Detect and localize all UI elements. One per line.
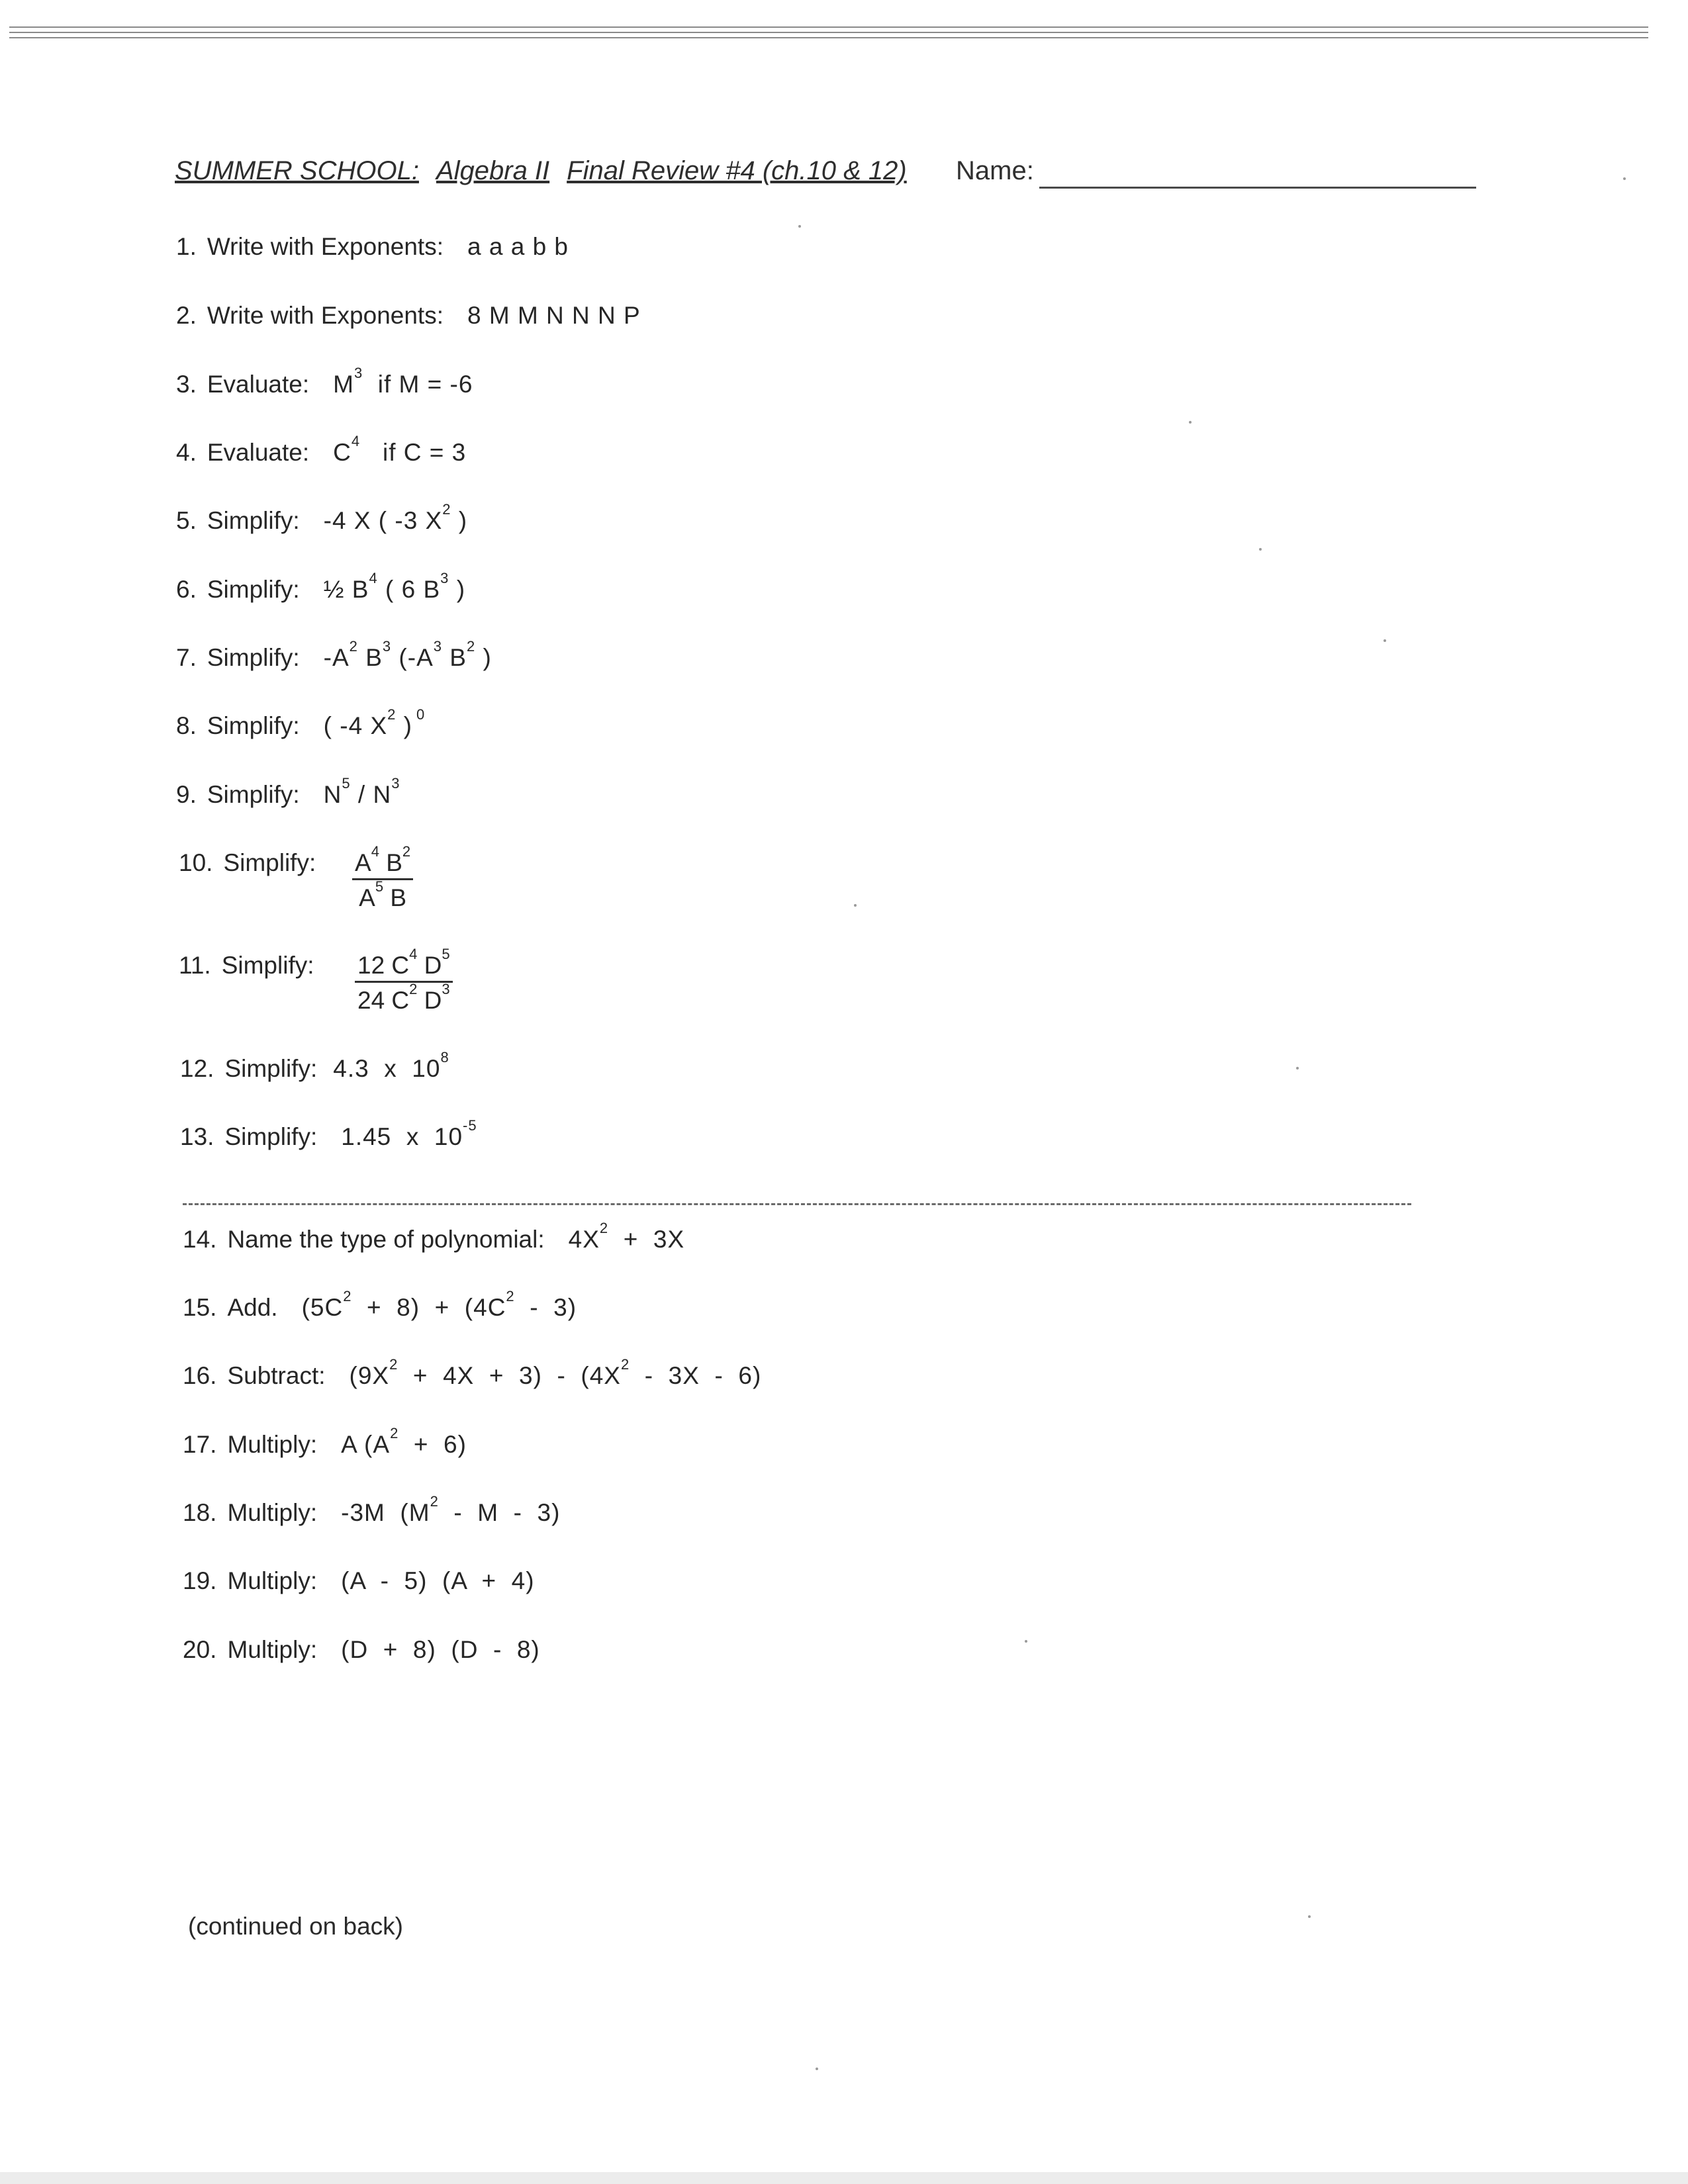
- worksheet-header: [175, 156, 1472, 196]
- question-1: 1. Write with Exponents: a a a b b: [176, 233, 569, 260]
- question-10: 10. Simplify:: [179, 849, 316, 876]
- question-18: 18. Multiply: -3M ($M^2$ - M - 3): [183, 1493, 561, 1526]
- name-field-line[interactable]: [1039, 187, 1476, 189]
- question-10-fraction: [352, 843, 413, 912]
- question-2: 2. Write with Exponents: 8 M M N N N P: [176, 302, 641, 329]
- scan-speck: [816, 2068, 818, 2070]
- question-12: 12. Simplify: 4.3 x $10^8$: [180, 1049, 449, 1082]
- worksheet-title: SUMMER SCHOOL: Algebra II Final Review #4 (ch.10 & 12): [175, 156, 907, 185]
- question-4: 4. Evaluate: $C^4$ if C = 3: [176, 433, 467, 466]
- question-11-fraction: [355, 946, 453, 1015]
- name-label: Name:: [956, 156, 1034, 185]
- question-19: 19. Multiply: (A - 5) (A + 4): [183, 1567, 535, 1594]
- section-divider: [183, 1203, 1411, 1205]
- question-13: 13. Simplify: 1.45 x $10^{-5}$: [180, 1117, 477, 1150]
- question-5: 5. Simplify: -4 X ( -3 $X^2$ ): [176, 501, 468, 534]
- scan-speck: [1383, 639, 1386, 642]
- scan-speck: [1308, 1915, 1311, 1918]
- question-17: 17. Multiply: A $(A^2 + 6)$: [183, 1425, 467, 1458]
- scan-speck: [1189, 421, 1192, 424]
- question-8: 8. Simplify: ( -4 $X^2$ ) $^0$: [176, 706, 426, 739]
- scan-border-top: [9, 26, 1648, 41]
- continued-note: (continued on back): [188, 1913, 403, 1940]
- scan-speck: [1259, 548, 1262, 551]
- question-9: 9. Simplify: $N^5 / N^3$: [176, 775, 400, 808]
- denominator: 24 $C^2$ $D^3$: [357, 981, 450, 1014]
- scan-speck: [798, 225, 801, 228]
- question-7: 7. Simplify: $-A^2$ $B^3$ ($-A^3$ $B^2$ ): [176, 638, 492, 671]
- denominator: $A^5$ B: [359, 878, 407, 911]
- numerator: 12 $C^4$ $D^5$: [355, 952, 453, 983]
- question-14: 14. Name the type of polynomial: $4X^2 + 3X$: [183, 1220, 685, 1253]
- numerator: $A^4$ $B^2$: [352, 849, 413, 880]
- question-20: 20. Multiply: (D + 8) (D - 8): [183, 1636, 540, 1663]
- question-6: 6. Simplify: ½ $B^4$ ( 6 $B^3$ ): [176, 570, 466, 603]
- question-16: 16. Subtract: $(9X^2 + 4X + 3) - (4X^2 - 3X - 6)$: [183, 1356, 762, 1389]
- scan-speck: [1623, 177, 1626, 180]
- question-11: 11. Simplify:: [179, 952, 314, 979]
- question-3: 3. Evaluate: $M^3$ if M = -6: [176, 365, 473, 398]
- question-15: 15. Add. $(5C^2 + 8) + (4C^2 - 3)$: [183, 1288, 577, 1321]
- scan-speck: [854, 904, 857, 907]
- scan-speck: [1025, 1640, 1027, 1643]
- scan-speck: [1296, 1067, 1299, 1069]
- scan-border-bottom: [0, 2172, 1688, 2184]
